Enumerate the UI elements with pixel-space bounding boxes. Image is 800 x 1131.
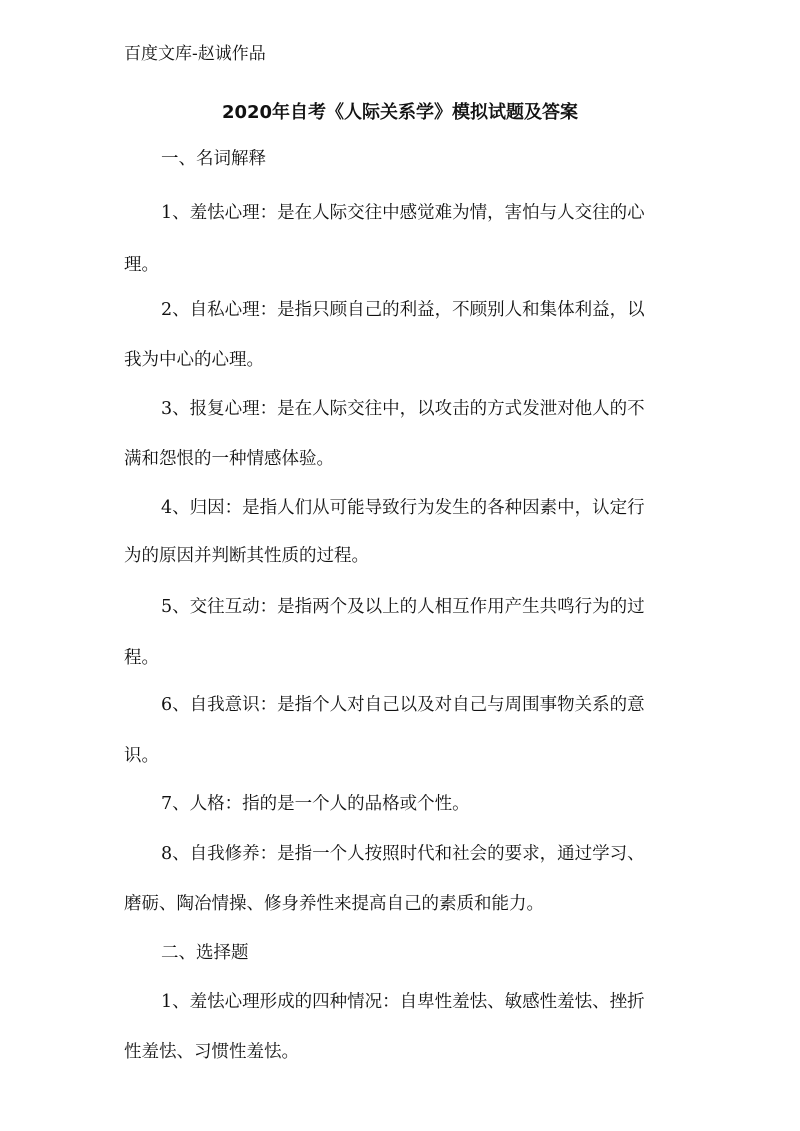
- section-heading: 一、名词解释: [161, 149, 266, 169]
- paragraph-line: 程。: [124, 648, 159, 668]
- page-header: 百度文库-赵诚作品: [124, 44, 266, 64]
- section-heading: 二、选择题: [161, 943, 249, 963]
- paragraph-line: 1、羞怯心理形成的四种情况：自卑性羞怯、敏感性羞怯、挫折: [161, 992, 645, 1012]
- paragraph-line: 5、交往互动：是指两个及以上的人相互作用产生共鸣行为的过: [161, 597, 645, 617]
- paragraph-line: 识。: [124, 746, 159, 766]
- paragraph-line: 6、自我意识：是指个人对自己以及对自己与周围事物关系的意: [161, 695, 645, 715]
- paragraph-line: 为的原因并判断其性质的过程。: [124, 546, 369, 566]
- paragraph-line: 理。: [124, 255, 159, 275]
- paragraph-line: 满和怨恨的一种情感体验。: [124, 449, 334, 469]
- paragraph-line: 我为中心的心理。: [124, 350, 264, 370]
- paragraph-line: 2、自私心理：是指只顾自己的利益，不顾别人和集体利益，以: [161, 300, 645, 320]
- paragraph-line: 磨砺、陶冶情操、修身养性来提高自己的素质和能力。: [124, 894, 544, 914]
- paragraph-line: 1、羞怯心理：是在人际交往中感觉难为情，害怕与人交往的心: [161, 203, 645, 223]
- document-title: 2020年自考《人际关系学》模拟试题及答案: [221, 102, 579, 123]
- paragraph-line: 7、人格：指的是一个人的品格或个性。: [161, 794, 470, 814]
- paragraph-line: 3、报复心理：是在人际交往中，以攻击的方式发泄对他人的不: [161, 399, 645, 419]
- paragraph-line: 8、自我修养：是指一个人按照时代和社会的要求，通过学习、: [161, 844, 645, 864]
- paragraph-line: 性羞怯、习惯性羞怯。: [124, 1042, 299, 1062]
- paragraph-line: 4、归因：是指人们从可能导致行为发生的各种因素中，认定行: [161, 498, 645, 518]
